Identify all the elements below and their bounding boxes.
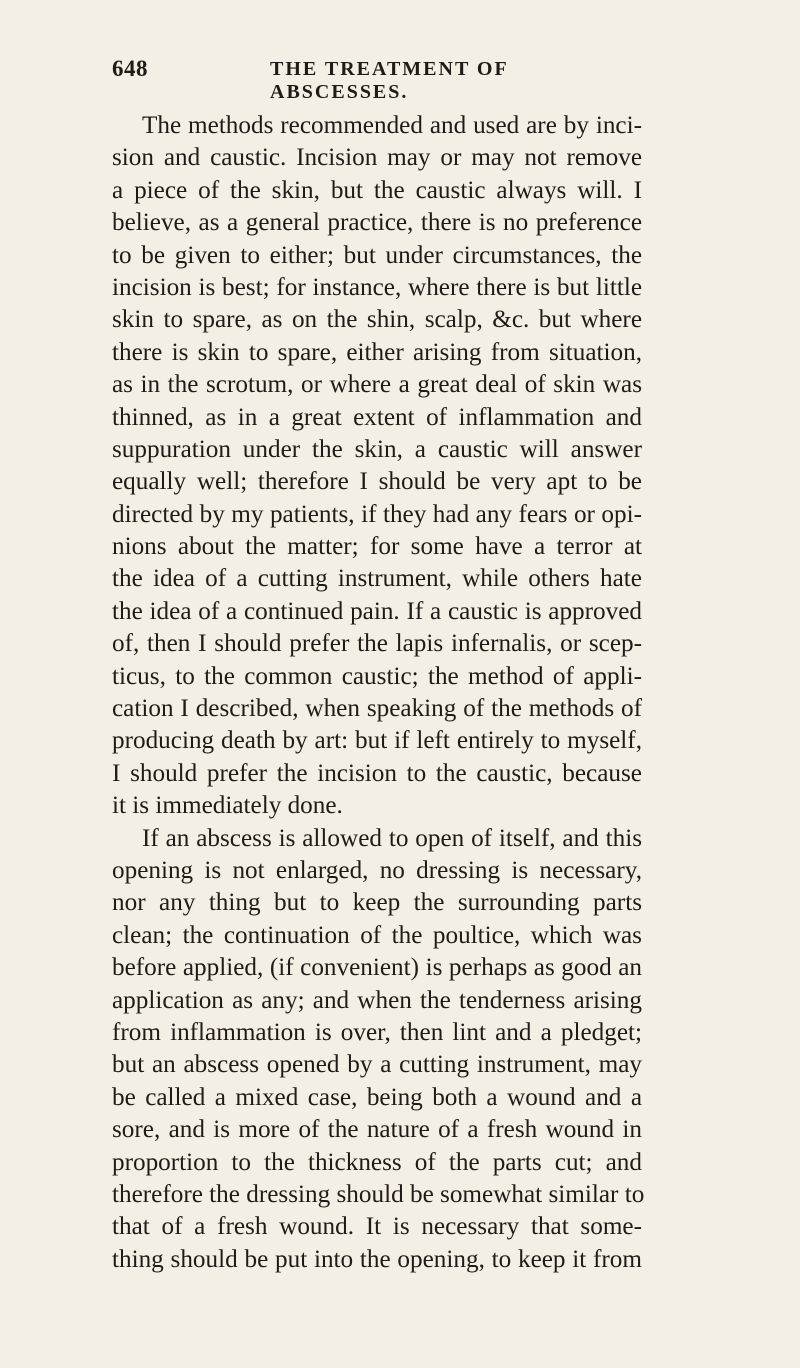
text-line: the idea of a cutting instrument, while others hate — [112, 565, 642, 593]
text-line: there is skin to spare, either arising from situation, — [112, 338, 642, 366]
text-line: the idea of a continued pain. If a caustic is approved — [112, 597, 642, 625]
text-line: cation I described, when speaking of the methods of — [112, 695, 642, 723]
text-line: opening is not enlarged, no dressing is necessary, — [112, 856, 642, 884]
text-line: If an abscess is allowed to open of itself, and this — [142, 824, 642, 852]
text-line: sore, and is more of the nature of a fresh wound in — [112, 1116, 642, 1144]
text-line: of, then I should prefer the lapis infernalis, or scep- — [112, 630, 642, 658]
text-line: be called a mixed case, being both a wound and a — [112, 1083, 642, 1111]
text-line: that of a fresh wound. It is necessary that some- — [112, 1213, 642, 1241]
text-line: suppuration under the skin, a caustic will answer — [112, 435, 642, 463]
body-text — [112, 110, 645, 1276]
text-line: nions about the matter; for some have a terror at — [112, 533, 642, 561]
text-line: it is immediately done. — [112, 792, 343, 820]
text-line: nor any thing but to keep the surrounding parts — [112, 889, 642, 917]
text-line: as in the scrotum, or where a great deal of skin was — [112, 371, 642, 399]
text-line: clean; the continuation of the poultice, which was — [112, 921, 642, 949]
text-line: I should prefer the incision to the caustic, because — [112, 759, 642, 787]
text-line: thing should be put into the opening, to keep it from — [112, 1245, 642, 1273]
text-line: skin to spare, as on the shin, scalp, &c. but where — [112, 306, 642, 334]
text-line: directed by my patients, if they had any fears or opi- — [112, 500, 642, 528]
page-header — [112, 56, 638, 103]
text-line: believe, as a general practice, there is no preference — [112, 209, 642, 237]
text-line: to be given to either; but under circumstances, the — [112, 241, 642, 269]
running-head: THE TREATMENT OF ABSCESSES. — [270, 58, 508, 103]
text-line: The methods recommended and used are by inci- — [142, 112, 642, 139]
text-line: from inflammation is over, then lint and a pledget; — [112, 1018, 642, 1046]
text-line: a piece of the skin, but the caustic always will. I — [112, 176, 642, 204]
text-line: before applied, (if convenient) is perhaps as good an — [112, 954, 642, 982]
text-line: thinned, as in a great extent of inflammation and — [112, 403, 642, 431]
page-number: 648 — [112, 56, 148, 81]
text-line: ticus, to the common caustic; the method of appli- — [112, 662, 642, 690]
text-line: producing death by art: but if left entirely to myself, — [112, 727, 642, 755]
text-line: equally well; therefore I should be very apt to be — [112, 468, 642, 496]
text-line: but an abscess opened by a cutting instrument, may — [112, 1051, 642, 1079]
text-line: sion and caustic. Incision may or may not remove — [112, 144, 642, 172]
text-line: proportion to the thickness of the parts cut; and — [112, 1148, 642, 1176]
text-line: therefore the dressing should be somewhat similar to — [112, 1180, 645, 1208]
text-line: incision is best; for instance, where there is but little — [112, 273, 642, 301]
text-line: application as any; and when the tenderness arising — [112, 986, 642, 1014]
